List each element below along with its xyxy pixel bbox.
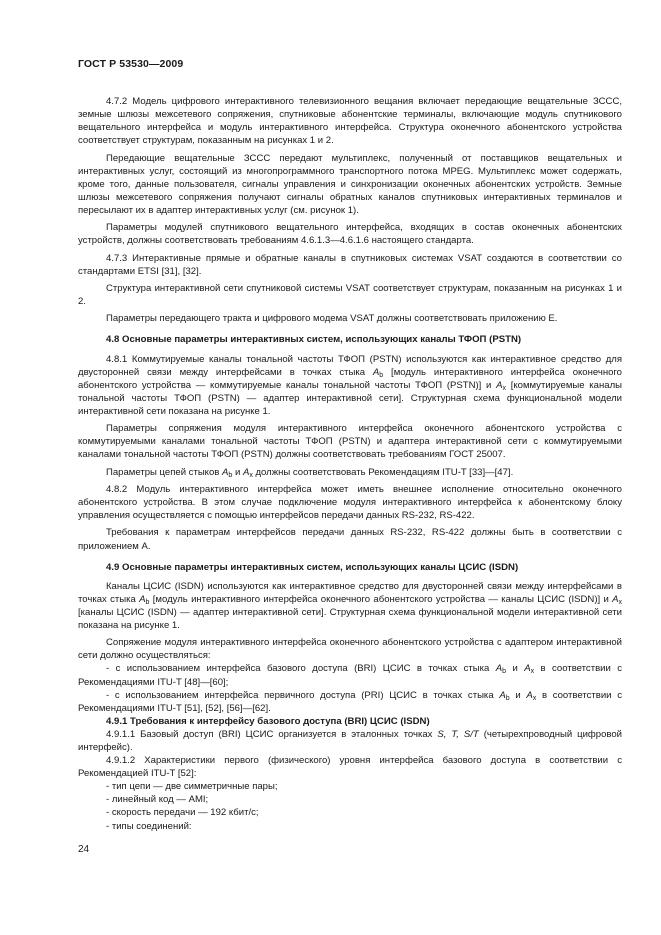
paragraph: Параметры цепей стыков $A_b$ и $A_x$ должны соответствовать Рекомендациям ITU-T [33]—[47]. bbox=[106, 466, 514, 479]
document-body bbox=[78, 95, 622, 833]
section-heading-4-9: 4.9 Основные параметры интерактивных систем, использующих каналы ЦСИС (ISDN) bbox=[106, 561, 519, 573]
list-item: - линейный код — AMI; bbox=[106, 794, 209, 806]
paragraph-4-9-1-2: 4.9.1.2 Характеристики первого (физического) уровня интерфейса базового доступа в соответствии с Рекомендацией ITU-T [52]: bbox=[78, 755, 622, 780]
list-item: - типы соединений: bbox=[106, 820, 192, 832]
section-heading-4-9-1: 4.9.1 Требования к интерфейсу базового доступа (BRI) ЦСИС (ISDN) bbox=[106, 715, 430, 727]
paragraph: Каналы ЦСИС (ISDN) используются как интерактивное средство для двусторонней связи между интерфейсами в точках стыка $A_b$ [модуль интерактивного интерфейса оконечного абонентского устройства — каналы ЦСИС (ISDN)] и $A_x$ [каналы ЦСИС (ISDN) — адаптер интерактивной сети]. Структурная схема функциональной модели интерактивной сети показана на рисунке 1. bbox=[78, 580, 622, 631]
paragraph: Сопряжение модуля интерактивного интерфейса оконечного абонентского устройства с адаптером интерактивной сети должно осуществляться: bbox=[78, 637, 622, 662]
paragraph: Параметры передающего тракта и цифрового модема VSAT должны соответствовать приложению Е. bbox=[106, 313, 558, 325]
paragraph-4-7-2: 4.7.2 Модель цифрового интерактивного телевизионного вещания включает передающие вещательные ЗССС, земные шлюзы межсетевого сопряжения, спутниковые абонентские терминалы, включающие модуль спутникового вещательного интерфейса и модуль интерактивного интерфейса. Структура оконечного абонентского устройства соответствует структурам, показанным на рисунках 1 и 2. bbox=[78, 96, 622, 147]
paragraph: Требования к параметрам интерфейсов передачи данных RS-232, RS-422 должны быть в соответствии с приложением А. bbox=[78, 527, 622, 552]
list-item: - с использованием интерфейса базового доступа (BRI) ЦСИС в точках стыка $A_b$ и $A_x$ в соответствии с Рекомендациями ITU-T [48]—[60]; bbox=[78, 663, 623, 688]
page-number: 24 bbox=[78, 844, 90, 855]
list-item: - скорость передачи — 192 кбит/с; bbox=[106, 807, 259, 819]
paragraph-4-9-1-1: 4.9.1.1 Базовый доступ (BRI) ЦСИС организуется в эталонных точках S, T, S/T (четырехпроводный цифровой интерфейс). bbox=[78, 728, 623, 753]
paragraph-4-8-1: 4.8.1 Коммутируемые каналы тональной частоты ТФОП (PSTN) используются как интерактивное средство для двусторонней связи между интерфейсами в точках стыка $A_b$ [модуль интерактивного интерфейса оконечного абонентского устройства — коммутируемые каналы тональной частоты ТФОП (PSTN)] и $A_x$ [коммутируемые каналы тональной частоты ТФОП (PSTN) — адаптер интерактивной сети]. Структурная схема функциональной модели интерактивной сети показана на рисунке 1. bbox=[78, 353, 622, 417]
paragraph-4-7-3: 4.7.3 Интерактивные прямые и обратные каналы в спутниковых системах VSAT создаются в соответствии со стандартами ETSI [31], [32]. bbox=[78, 252, 622, 277]
paragraph: Параметры модулей спутникового вещательного интерфейса, входящих в состав оконечных абонентских устройств, должны соответствовать требованиям 4.6.1.3—4.6.1.6 настоящего стандарта. bbox=[78, 222, 622, 247]
list-item: - тип цепи — две симметричные пары; bbox=[106, 781, 278, 793]
paragraph-4-8-2: 4.8.2 Модуль интерактивного интерфейса может иметь внешнее исполнение относительно оконечного абонентского устройства. В этом случае подключение модуля интерактивного интерфейса к абонентскому блоку управления осуществляется с помощью интерфейсов передачи данных RS-232, RS-422. bbox=[78, 483, 622, 522]
section-heading-4-8: 4.8 Основные параметры интерактивных систем, использующих каналы ТФОП (PSTN) bbox=[106, 334, 522, 346]
document-header: ГОСТ Р 53530—2009 bbox=[78, 58, 184, 70]
paragraph: Структура интерактивной сети спутниковой системы VSAT соответствует структурам, показанным на рисунках 1 и 2. bbox=[78, 282, 622, 308]
list-item: - с использованием интерфейса первичного доступа (PRI) ЦСИС в точках стыка $A_b$ и $A_x$ в соответствии с Рекомендациями ITU-T [51], [52], [56]—[62]. bbox=[78, 689, 622, 714]
characteristics-list bbox=[78, 780, 622, 832]
paragraph: Передающие вещательные ЗССС передают мультиплекс, полученный от поставщиков вещательных и интерактивных услуг, состоящий из многопрограммного транспортного потока MPEG. Мультиплекс может содержать, кроме того, данные пользователя, сигналы управления и синхронизации оконечных абонентских устройств. Земные шлюзы межсетевого сопряжения получают сигналы обратных каналов спутниковых интерактивных терминалов и пересылают их в адаптер интерактивных услуг (см. рисунок 1). bbox=[78, 152, 622, 216]
paragraph: Параметры сопряжения модуля интерактивного интерфейса оконечного абонентского устройства с коммутируемыми каналами тональной частоты ТФОП (PSTN) и адаптера интерактивной сети с коммутируемыми каналами тональной частоты ТФОП (PSTN) должны соответствовать требованиям ГОСТ 25007. bbox=[78, 423, 622, 461]
